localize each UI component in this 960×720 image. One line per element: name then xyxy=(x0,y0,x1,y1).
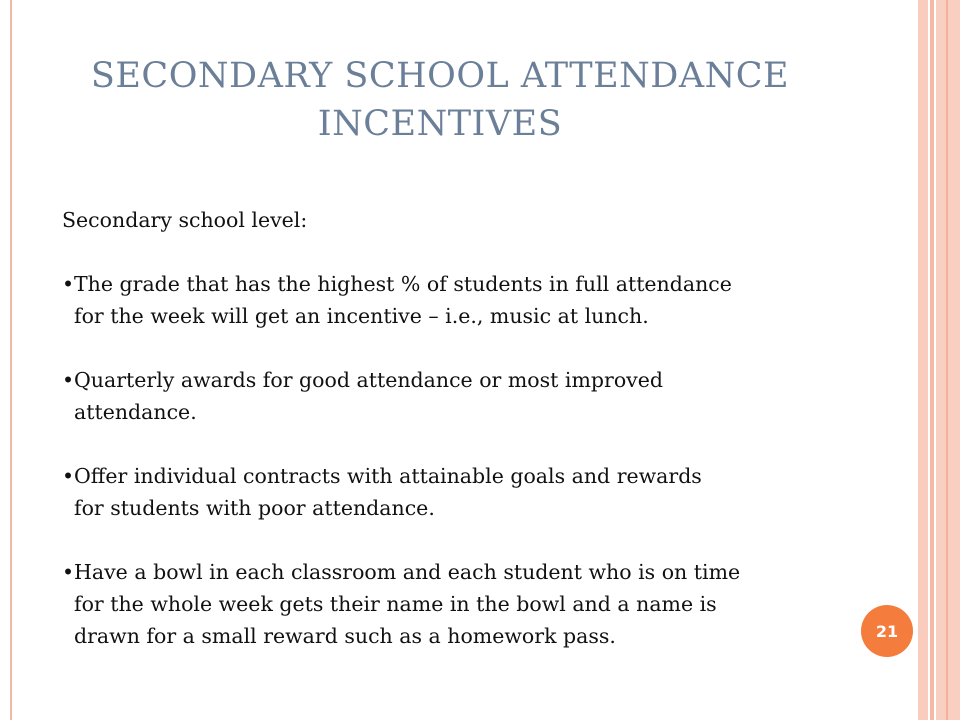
right-stripe xyxy=(936,0,960,720)
bullet-line: The grade that has the highest % of students in full attendance xyxy=(74,272,732,296)
bullet-line: for the week will get an incentive – i.e., music at lunch. xyxy=(74,304,649,328)
slide-title xyxy=(40,52,840,148)
bullet-line: Offer individual contracts with attainable goals and rewards xyxy=(74,464,702,488)
intro-text: Secondary school level: xyxy=(62,208,308,232)
bullet-item xyxy=(62,268,862,332)
bullet-line: for students with poor attendance. xyxy=(74,496,435,520)
bullet-item xyxy=(62,556,862,652)
bullet-symbol: • xyxy=(62,272,75,296)
bullet-line: for the whole week gets their name in the bowl and a name is xyxy=(74,592,717,616)
left-border-line xyxy=(10,0,12,720)
bullet-symbol: • xyxy=(62,464,75,488)
slide-title-line: INCENTIVES xyxy=(317,104,563,144)
right-stripe xyxy=(918,0,928,720)
bullet-symbol: • xyxy=(62,368,75,392)
slide-title-line: SECONDARY SCHOOL ATTENDANCE xyxy=(90,56,790,96)
right-stripe xyxy=(946,0,948,720)
bullet-item xyxy=(62,460,862,524)
bullet-line: Have a bowl in each classroom and each student who is on time xyxy=(74,560,741,584)
bullet-symbol: • xyxy=(62,560,75,584)
bullet-line: Quarterly awards for good attendance or most improved xyxy=(74,368,664,392)
slide-body xyxy=(62,204,862,652)
bullet-line: attendance. xyxy=(74,400,197,424)
bullet-item xyxy=(62,364,862,428)
bullet-line: drawn for a small reward such as a homework pass. xyxy=(74,624,616,648)
page-number-badge: 21 xyxy=(861,605,913,657)
